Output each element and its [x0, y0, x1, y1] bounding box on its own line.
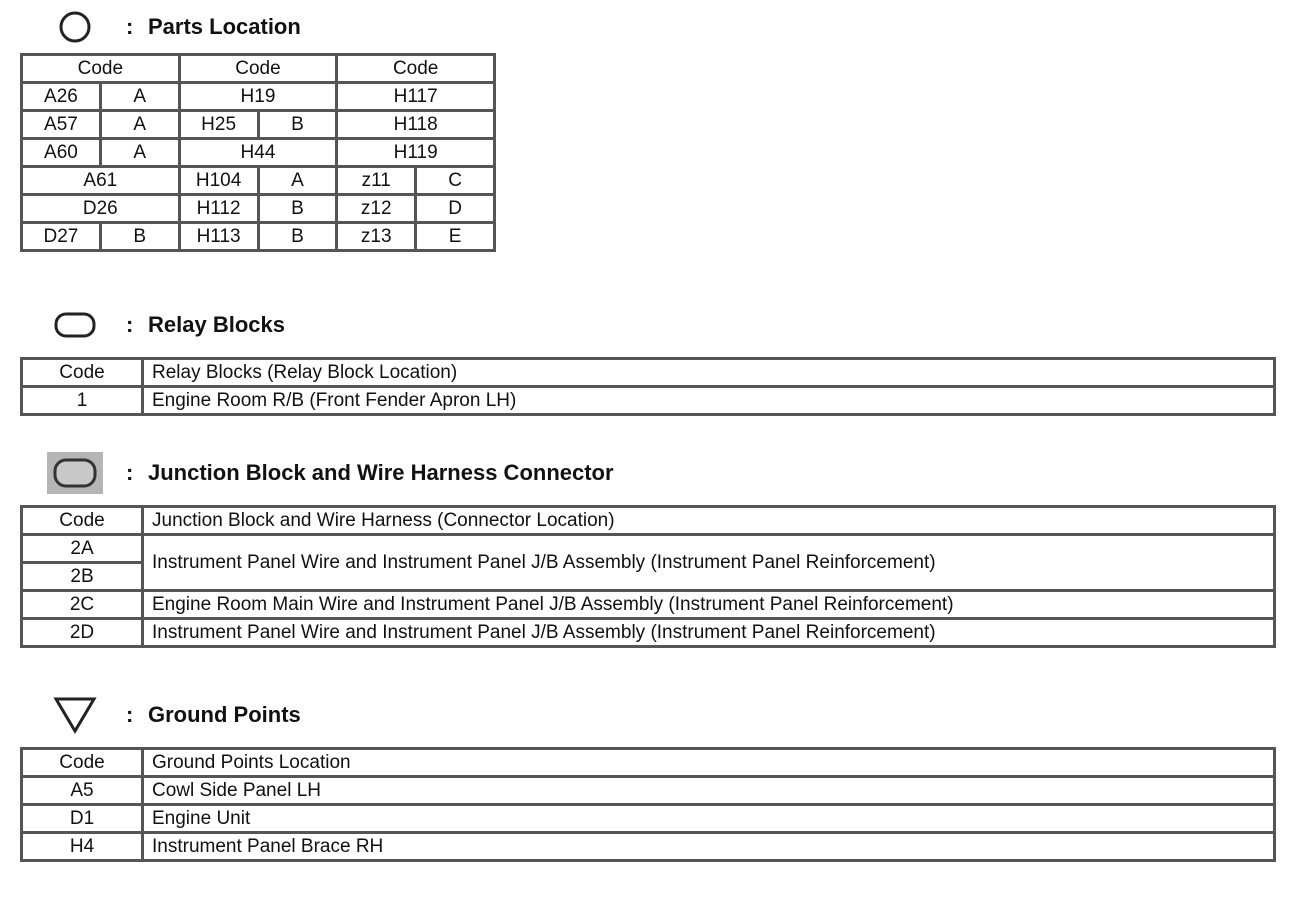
table-cell: D26 — [22, 195, 180, 223]
table-cell: 2C — [22, 591, 143, 619]
junction-block-heading — [40, 453, 614, 493]
table-cell: Cowl Side Panel LH — [143, 777, 1275, 805]
table-cell: A61 — [22, 167, 180, 195]
table-cell: B — [100, 223, 179, 251]
table-cell: 2A — [22, 535, 143, 563]
table-cell: A — [100, 111, 179, 139]
table-cell: D27 — [22, 223, 101, 251]
header-cell: Junction Block and Wire Harness (Connector Location) — [143, 507, 1275, 535]
table-cell: A — [100, 83, 179, 111]
table-cell: H119 — [337, 139, 495, 167]
circle-icon — [40, 7, 110, 47]
relay-blocks-heading — [40, 305, 285, 345]
table-row — [22, 777, 1275, 805]
table-cell: A60 — [22, 139, 101, 167]
table-cell: B — [258, 195, 337, 223]
table-row — [22, 619, 1275, 647]
rounded-rect-icon — [40, 305, 110, 345]
table-cell: A5 — [22, 777, 143, 805]
table-row — [22, 83, 495, 111]
table-cell: z11 — [337, 167, 416, 195]
table-cell: H112 — [179, 195, 258, 223]
colon: : — [126, 312, 134, 337]
table-cell: 2D — [22, 619, 143, 647]
colon: : — [126, 702, 134, 727]
table-cell: 1 — [22, 387, 143, 415]
ground-points-heading — [40, 695, 301, 735]
table-cell: H44 — [179, 139, 337, 167]
colon: : — [126, 14, 134, 39]
table-row — [22, 55, 495, 83]
section-title: Parts Location — [148, 14, 301, 39]
table-row — [22, 387, 1275, 415]
table-row — [22, 591, 1275, 619]
table-cell: H104 — [179, 167, 258, 195]
table-row — [22, 805, 1275, 833]
table-cell: z13 — [337, 223, 416, 251]
shaded-rounded-rect-icon — [40, 453, 110, 493]
table-cell: H19 — [179, 83, 337, 111]
table-cell: H4 — [22, 833, 143, 861]
header-cell: Code — [22, 749, 143, 777]
table-row — [22, 167, 495, 195]
table-cell: B — [258, 111, 337, 139]
table-row — [22, 535, 1275, 563]
parts-location-table — [20, 53, 496, 252]
table-cell: E — [416, 223, 495, 251]
table-row — [22, 749, 1275, 777]
table-cell: Instrument Panel Wire and Instrument Panel J/B Assembly (Instrument Panel Reinforcement) — [143, 619, 1275, 647]
header-cell: Code — [22, 507, 143, 535]
header-cell: Code — [22, 359, 143, 387]
table-cell: H113 — [179, 223, 258, 251]
table-cell: Engine Room Main Wire and Instrument Panel J/B Assembly (Instrument Panel Reinforcement) — [143, 591, 1275, 619]
table-cell: H25 — [179, 111, 258, 139]
table-cell: A57 — [22, 111, 101, 139]
table-cell: D — [416, 195, 495, 223]
table-row — [22, 833, 1275, 861]
header-cell: Ground Points Location — [143, 749, 1275, 777]
section-title: Junction Block and Wire Harness Connector — [148, 460, 614, 485]
header-cell: Code — [22, 55, 180, 83]
header-cell: Relay Blocks (Relay Block Location) — [143, 359, 1275, 387]
section-title: Ground Points — [148, 702, 301, 727]
section-title: Relay Blocks — [148, 312, 285, 337]
table-cell: Instrument Panel Brace RH — [143, 833, 1275, 861]
table-cell: A — [100, 139, 179, 167]
triangle-down-icon — [40, 695, 110, 735]
header-cell: Code — [337, 55, 495, 83]
table-cell: A26 — [22, 83, 101, 111]
table-cell: 2B — [22, 563, 143, 591]
colon: : — [126, 460, 134, 485]
table-cell: z12 — [337, 195, 416, 223]
junction-block-table — [20, 505, 1276, 648]
table-row — [22, 195, 495, 223]
table-cell: B — [258, 223, 337, 251]
table-row — [22, 507, 1275, 535]
table-cell: A — [258, 167, 337, 195]
table-row — [22, 359, 1275, 387]
table-cell: H117 — [337, 83, 495, 111]
table-cell: Engine Room R/B (Front Fender Apron LH) — [143, 387, 1275, 415]
table-row — [22, 111, 495, 139]
table-row — [22, 139, 495, 167]
table-cell: Instrument Panel Wire and Instrument Panel J/B Assembly (Instrument Panel Reinforcement) — [143, 535, 1275, 591]
table-cell: C — [416, 167, 495, 195]
ground-points-table — [20, 747, 1276, 862]
table-cell: H118 — [337, 111, 495, 139]
table-cell: Engine Unit — [143, 805, 1275, 833]
header-cell: Code — [179, 55, 337, 83]
relay-blocks-table — [20, 357, 1276, 416]
table-cell: D1 — [22, 805, 143, 833]
table-row — [22, 223, 495, 251]
parts-location-heading — [40, 7, 301, 47]
